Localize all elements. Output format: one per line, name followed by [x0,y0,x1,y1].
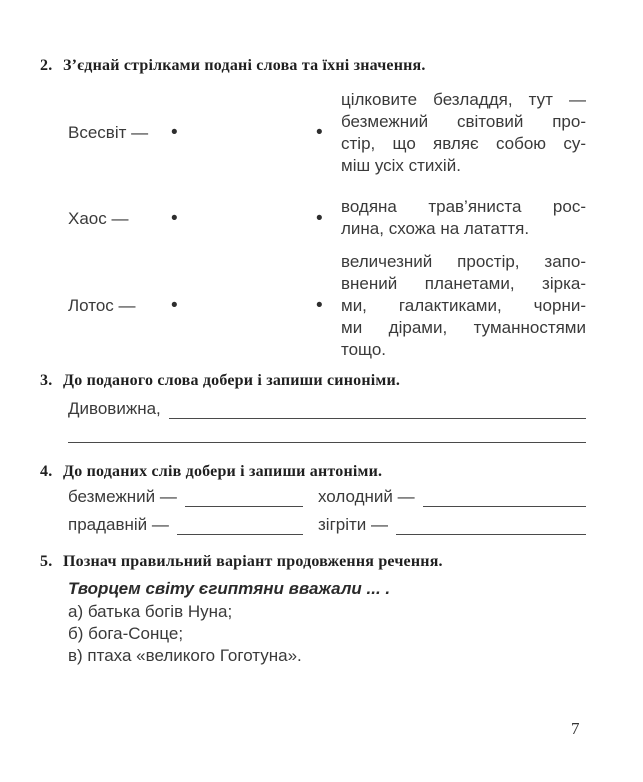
exercise-5-heading [40,553,600,571]
exercise-2-title: З’єднай стрілками подані слова та їхні значення. [63,57,426,74]
definition-line: міш усіх стихій. [341,156,461,175]
answer-line-synonyms-2[interactable] [68,425,586,443]
answer-line-kholodnyi[interactable] [423,487,586,507]
match-row-lotos: Лотос — • • величезний простір, запо- внений планетами, зірка- ми, галактиками, чорни- ми дірами, туманностями тощо. [68,252,586,359]
exercise-3-heading [40,372,600,390]
definition-line: водяна трав’яниста рос- [341,197,586,216]
definition-line: ми дірами, туманностями [341,318,586,337]
answer-line-synonyms-1[interactable] [169,399,586,419]
exercise-2-heading [40,57,600,75]
exercise-4-title: До поданих слів добери і запиши антоніми. [63,463,383,480]
option-a[interactable]: а) батька богів Нуна; [68,602,233,621]
exercise-3-title: До поданого слова добери і запиши синоніми. [63,372,401,389]
definition-line: ми, галактиками, чорни- [341,296,586,315]
option-b[interactable]: б) бога-Сонце; [68,624,184,643]
match-word-vsesvit: Всесвіт — [68,123,149,142]
exercise-5-stem: Творцем світу єгиптяни вважали ... . [68,579,391,598]
antonyms-row-1 [68,487,586,507]
answer-line-zihrity[interactable] [396,515,586,535]
definition-line: тощо. [341,340,387,359]
synonyms-prompt-row [68,398,586,419]
definition-line: внений планетами, зірка- [341,274,586,293]
match-definition-1 [341,89,586,177]
definition-line: лина, схожа на латаття. [341,219,530,238]
antonym-word-kholodnyi: холодний — [318,487,415,506]
match-definition-3 [341,251,586,361]
definition-line: стір, що являє собою су- [341,134,586,153]
antonyms-row-2 [68,515,586,535]
answer-line-bezmezhnyi[interactable] [185,487,303,507]
synonyms-prompt: Дивовижна, [68,399,161,418]
option-v[interactable]: в) птаха «великого Гоготуна». [68,646,302,665]
match-row-vsesvit: Всесвіт — • • цілковите безладдя, тут — безмежний світовий про- стір, що являє собою су- міш усіх стихій. [68,90,586,175]
definition-line: цілковите безладдя, тут — [341,90,586,109]
page-number: 7 [571,719,580,738]
answer-line-pradavnii[interactable] [177,515,303,535]
exercise-5-number: 5. [40,553,53,570]
antonym-word-pradavnii: прадавній — [68,515,169,534]
match-word-lotos: Лотос — [68,296,136,315]
exercise-4-heading [40,463,600,481]
definition-line: безмежний світовий про- [341,112,586,131]
antonym-word-bezmezhnyi: безмежний — [68,487,177,506]
definition-line: величезний простір, запо- [341,252,586,271]
antonym-word-zihrity: зігріти — [318,515,389,534]
exercise-5-title: Познач правильний варіант продовження речення. [63,553,443,570]
exercise-2-number: 2. [40,57,53,74]
exercise-4-number: 4. [40,463,53,480]
exercise-5-options [68,601,586,667]
exercise-3-number: 3. [40,372,53,389]
match-row-khaos: Хаос — • • водяна трав’яниста рос- лина, схожа на латаття. [68,197,586,238]
match-definition-2 [341,196,586,240]
match-word-khaos: Хаос — [68,209,129,228]
